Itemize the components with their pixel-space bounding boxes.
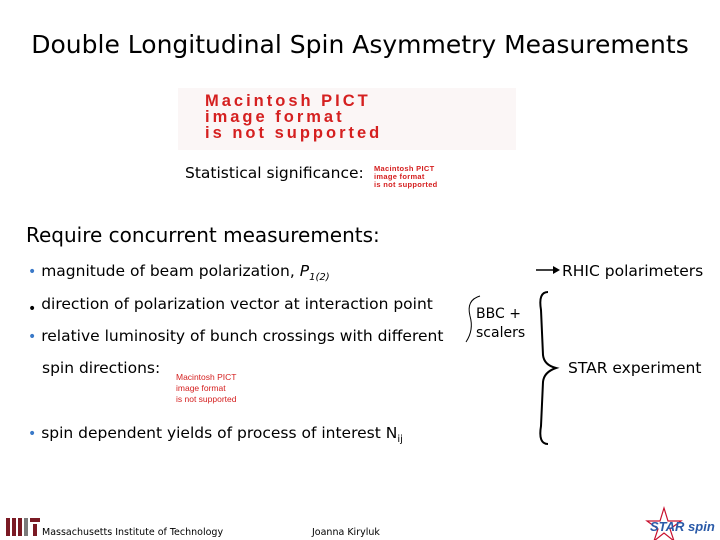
footer-author: Joanna Kiryluk	[312, 527, 380, 538]
bbc-label: BBC +	[476, 306, 521, 322]
polarization-subscript: 1(2)	[309, 272, 330, 284]
statistical-significance-label: Statistical significance:	[185, 164, 364, 182]
pict-line: image format	[374, 172, 425, 181]
pict-line: image format	[176, 383, 226, 393]
star-spin-logo-text: STAR spin	[650, 519, 715, 534]
bullet-dot: •	[28, 264, 37, 280]
pict-line: Macintosh PICT	[205, 92, 371, 110]
rhic-arrow-head	[553, 266, 560, 274]
bullet-dot: •	[28, 426, 37, 442]
require-heading: Require concurrent measurements:	[26, 223, 380, 247]
bullet-dot: •	[28, 301, 37, 317]
pict-line: Macintosh PICT	[374, 164, 435, 173]
bullet-dot: •	[28, 329, 37, 345]
scalers-label-text: scalers	[476, 325, 526, 341]
footer-institution: Massachusetts Institute of Technology	[42, 527, 224, 538]
large-bracket	[540, 292, 556, 444]
pict-line: is not supported	[176, 394, 237, 404]
pict-line: is not supported	[205, 124, 383, 142]
rhic-polarimeters-label: RHIC polarimeters	[562, 262, 704, 280]
polarization-symbol: P	[299, 262, 310, 280]
bullet-text: relative luminosity of bunch crossings with different	[41, 327, 444, 345]
bullet-text: magnitude of beam polarization,	[41, 262, 300, 280]
bullet-relative-luminosity-continued: spin directions:	[42, 359, 161, 377]
mit-logo-icon	[6, 518, 40, 536]
slide-title: Double Longitudinal Spin Asymmetry Measurements	[31, 30, 689, 59]
bullet-text: direction of polarization vector at interaction point	[41, 295, 433, 313]
star-experiment-label: STAR experiment	[568, 359, 702, 377]
yield-subscript: ij	[397, 434, 403, 446]
bullet-text: spin dependent yields of process of interest N	[41, 424, 398, 442]
pict-line: is not supported	[374, 180, 438, 189]
pict-line: image format	[205, 108, 345, 126]
pict-line: Macintosh PICT	[176, 372, 237, 382]
